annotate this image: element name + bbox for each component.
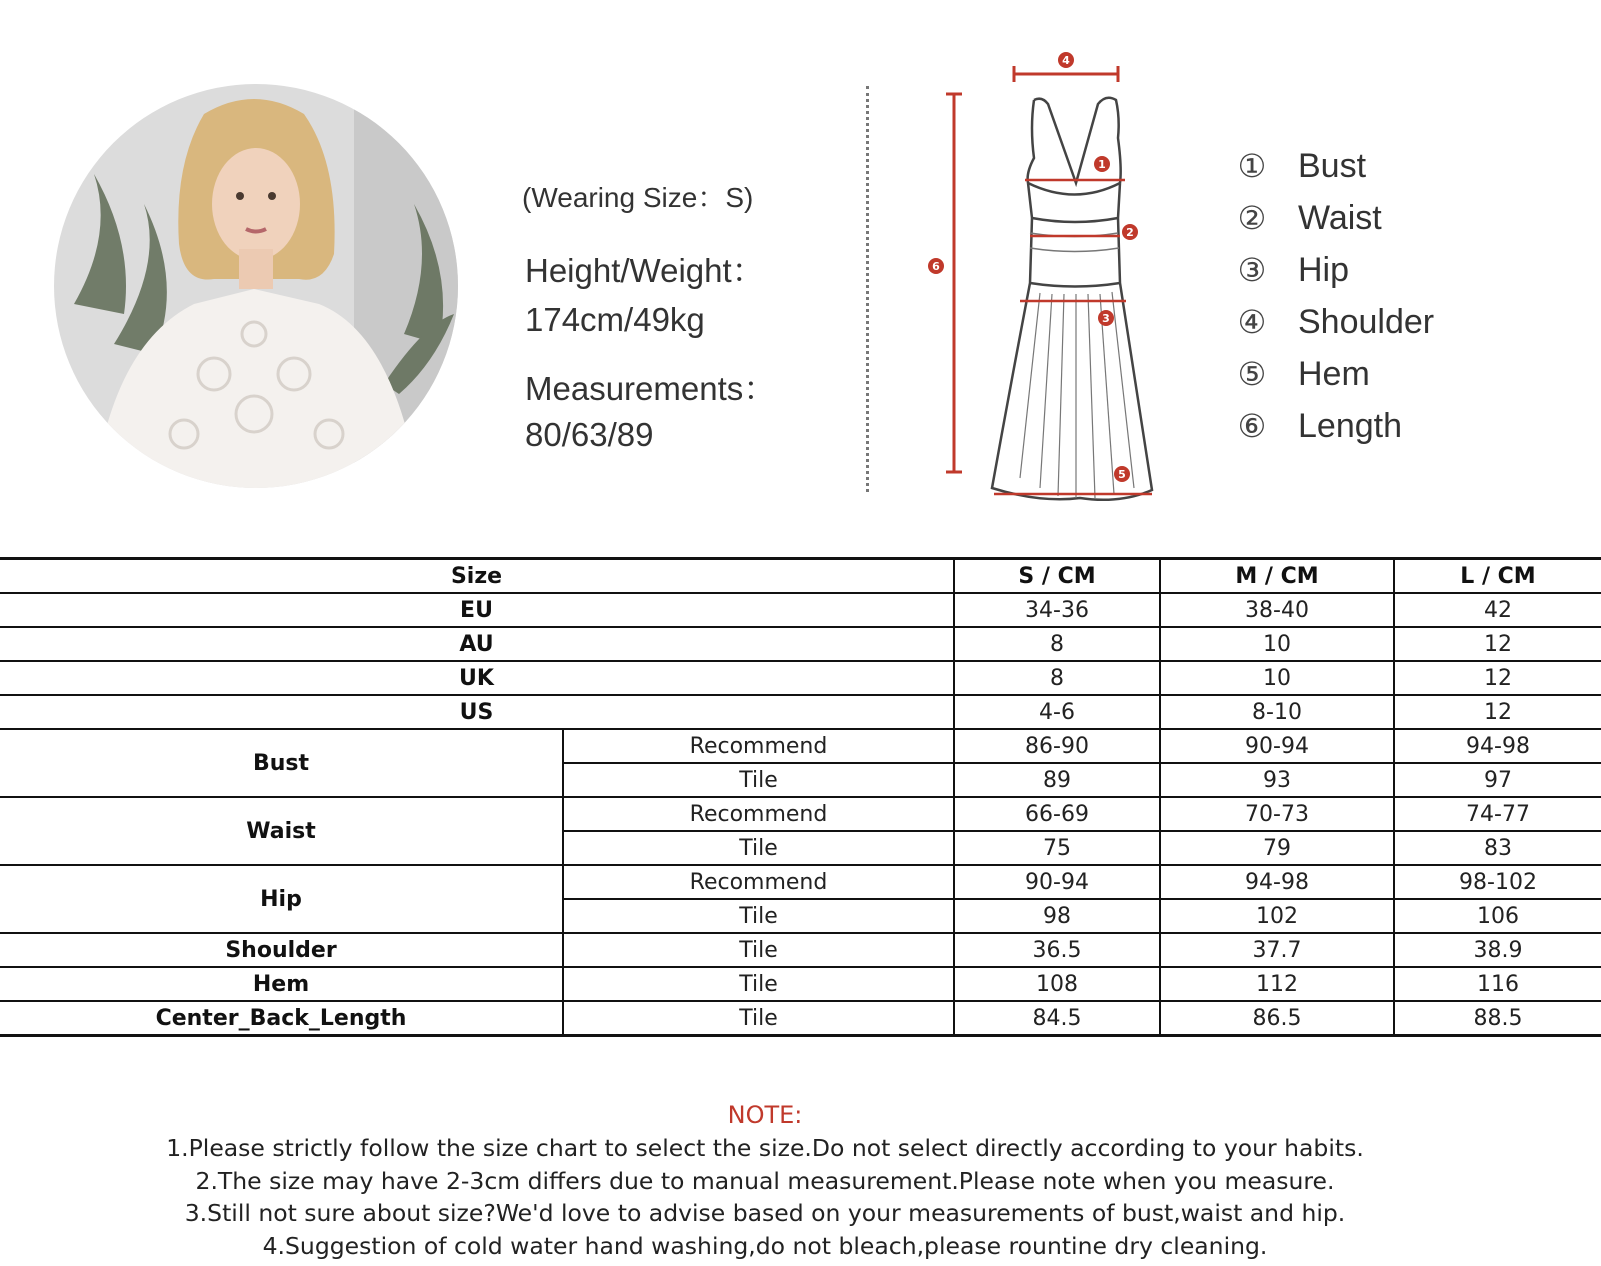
row-label: EU (0, 593, 954, 627)
model-photo-illustration (54, 84, 458, 488)
table-cell: 112 (1160, 967, 1394, 1001)
table-cell: 10 (1160, 627, 1394, 661)
row-label: UK (0, 661, 954, 695)
table-cell: 106 (1394, 899, 1601, 933)
legend-number: ② (1237, 200, 1267, 236)
legend-number: ⑤ (1237, 356, 1267, 392)
table-cell: 8-10 (1160, 695, 1394, 729)
table-cell: 74-77 (1394, 797, 1601, 831)
note-title: NOTE: (727, 1101, 803, 1129)
size-chart-table (0, 557, 1601, 1037)
legend-label: Shoulder (1298, 302, 1435, 341)
row-label: Hem (0, 967, 563, 1001)
legend-number: ④ (1237, 304, 1267, 340)
row-label: US (0, 695, 954, 729)
table-row-uk (0, 661, 1601, 695)
table-cell: 79 (1160, 831, 1394, 865)
legend-item-hem (1232, 348, 1434, 400)
row-type: Recommend (563, 865, 954, 899)
table-cell: 94-98 (1160, 865, 1394, 899)
marker-5-label: 5 (1118, 468, 1126, 481)
wearing-size-text: (Wearing Size：S) (522, 182, 754, 213)
legend-item-shoulder (1232, 296, 1434, 348)
row-label: AU (0, 627, 954, 661)
height-weight-label: Height/Weight： (525, 252, 765, 289)
table-cell: 37.7 (1160, 933, 1394, 967)
table-cell: 108 (954, 967, 1160, 1001)
header-m: M / CM (1160, 559, 1394, 594)
header-size: Size (0, 559, 954, 594)
table-cell: 12 (1394, 627, 1601, 661)
note-line-1: 1.Please strictly follow the size chart to select the size.Do not select directly according to your habits. (166, 1134, 1364, 1162)
model-photo (54, 84, 458, 488)
table-row-au (0, 627, 1601, 661)
table-cell: 4-6 (954, 695, 1160, 729)
marker-2-label: 2 (1126, 226, 1134, 239)
table-row-center-back-length (0, 1001, 1601, 1036)
table-cell: 93 (1160, 763, 1394, 797)
table-cell: 116 (1394, 967, 1601, 1001)
table-cell: 12 (1394, 661, 1601, 695)
table-cell: 98 (954, 899, 1160, 933)
table-row-eu (0, 593, 1601, 627)
legend-number: ⑥ (1237, 408, 1267, 444)
measurements-label: Measurements： (525, 370, 777, 407)
table-cell: 86.5 (1160, 1001, 1394, 1036)
legend-number: ① (1237, 148, 1267, 184)
table-cell: 70-73 (1160, 797, 1394, 831)
row-type: Tile (563, 933, 954, 967)
marker-6-label: 6 (932, 260, 940, 273)
table-cell: 34-36 (954, 593, 1160, 627)
row-type: Tile (563, 967, 954, 1001)
measurements-value: 80/63/89 (525, 416, 654, 453)
legend-item-waist (1232, 192, 1434, 244)
table-cell: 66-69 (954, 797, 1160, 831)
legend-item-length (1232, 400, 1434, 452)
marker-3-label: 3 (1102, 312, 1110, 325)
legend-number: ③ (1237, 252, 1267, 288)
row-type: Tile (563, 831, 954, 865)
row-label: Shoulder (0, 933, 563, 967)
row-label: Bust (0, 729, 563, 797)
measurement-legend (1232, 140, 1434, 452)
dress-measurement-diagram (930, 54, 1190, 528)
table-cell: 86-90 (954, 729, 1160, 763)
table-cell: 8 (954, 627, 1160, 661)
row-type: Recommend (563, 797, 954, 831)
legend-item-bust (1232, 140, 1434, 192)
table-cell: 90-94 (954, 865, 1160, 899)
table-cell: 8 (954, 661, 1160, 695)
table-row-us (0, 695, 1601, 729)
header-l: L / CM (1394, 559, 1601, 594)
table-cell: 94-98 (1394, 729, 1601, 763)
table-cell: 102 (1160, 899, 1394, 933)
row-label: Hip (0, 865, 563, 933)
dress-diagram-svg (930, 54, 1190, 528)
row-type: Tile (563, 1001, 954, 1036)
row-type: Tile (563, 763, 954, 797)
table-cell: 89 (954, 763, 1160, 797)
table-row-bust-recommend (0, 729, 1601, 763)
row-label: Center_Back_Length (0, 1001, 563, 1036)
legend-label: Length (1298, 406, 1402, 445)
legend-label: Waist (1298, 198, 1382, 237)
table-cell: 84.5 (954, 1001, 1160, 1036)
notes-section (0, 1098, 1530, 1262)
note-line-2: 2.The size may have 2-3cm differs due to manual measurement.Please note when you measure. (195, 1166, 1335, 1195)
table-row-waist-recommend (0, 797, 1601, 831)
marker-4-label: 4 (1062, 54, 1070, 67)
table-cell: 90-94 (1160, 729, 1394, 763)
table-cell: 42 (1394, 593, 1601, 627)
height-weight-value: 174cm/49kg (525, 301, 705, 338)
marker-1-label: 1 (1098, 158, 1106, 171)
table-row-shoulder (0, 933, 1601, 967)
table-row-hem (0, 967, 1601, 1001)
row-type: Recommend (563, 729, 954, 763)
dotted-divider (866, 86, 869, 492)
table-cell: 75 (954, 831, 1160, 865)
table-cell: 83 (1394, 831, 1601, 865)
table-cell: 12 (1394, 695, 1601, 729)
table-cell: 97 (1394, 763, 1601, 797)
table-header-row (0, 559, 1601, 594)
note-line-4: 4.Suggestion of cold water hand washing,do not bleach,please rountine dry cleaning. (262, 1231, 1268, 1260)
legend-label: Bust (1298, 146, 1367, 185)
table-cell: 88.5 (1394, 1001, 1601, 1036)
table-cell: 10 (1160, 661, 1394, 695)
note-line-3: 3.Still not sure about size?We'd love to advise based on your measurements of bust,waist and hip. (184, 1199, 1346, 1227)
table-cell: 36.5 (954, 933, 1160, 967)
legend-label: Hip (1298, 250, 1350, 289)
legend-label: Hem (1298, 354, 1370, 393)
table-cell: 38-40 (1160, 593, 1394, 627)
row-type: Tile (563, 899, 954, 933)
table-row-hip-recommend (0, 865, 1601, 899)
table-cell: 98-102 (1394, 865, 1601, 899)
table-cell: 38.9 (1394, 933, 1601, 967)
legend-item-hip (1232, 244, 1434, 296)
row-label: Waist (0, 797, 563, 865)
header-s: S / CM (954, 559, 1160, 594)
